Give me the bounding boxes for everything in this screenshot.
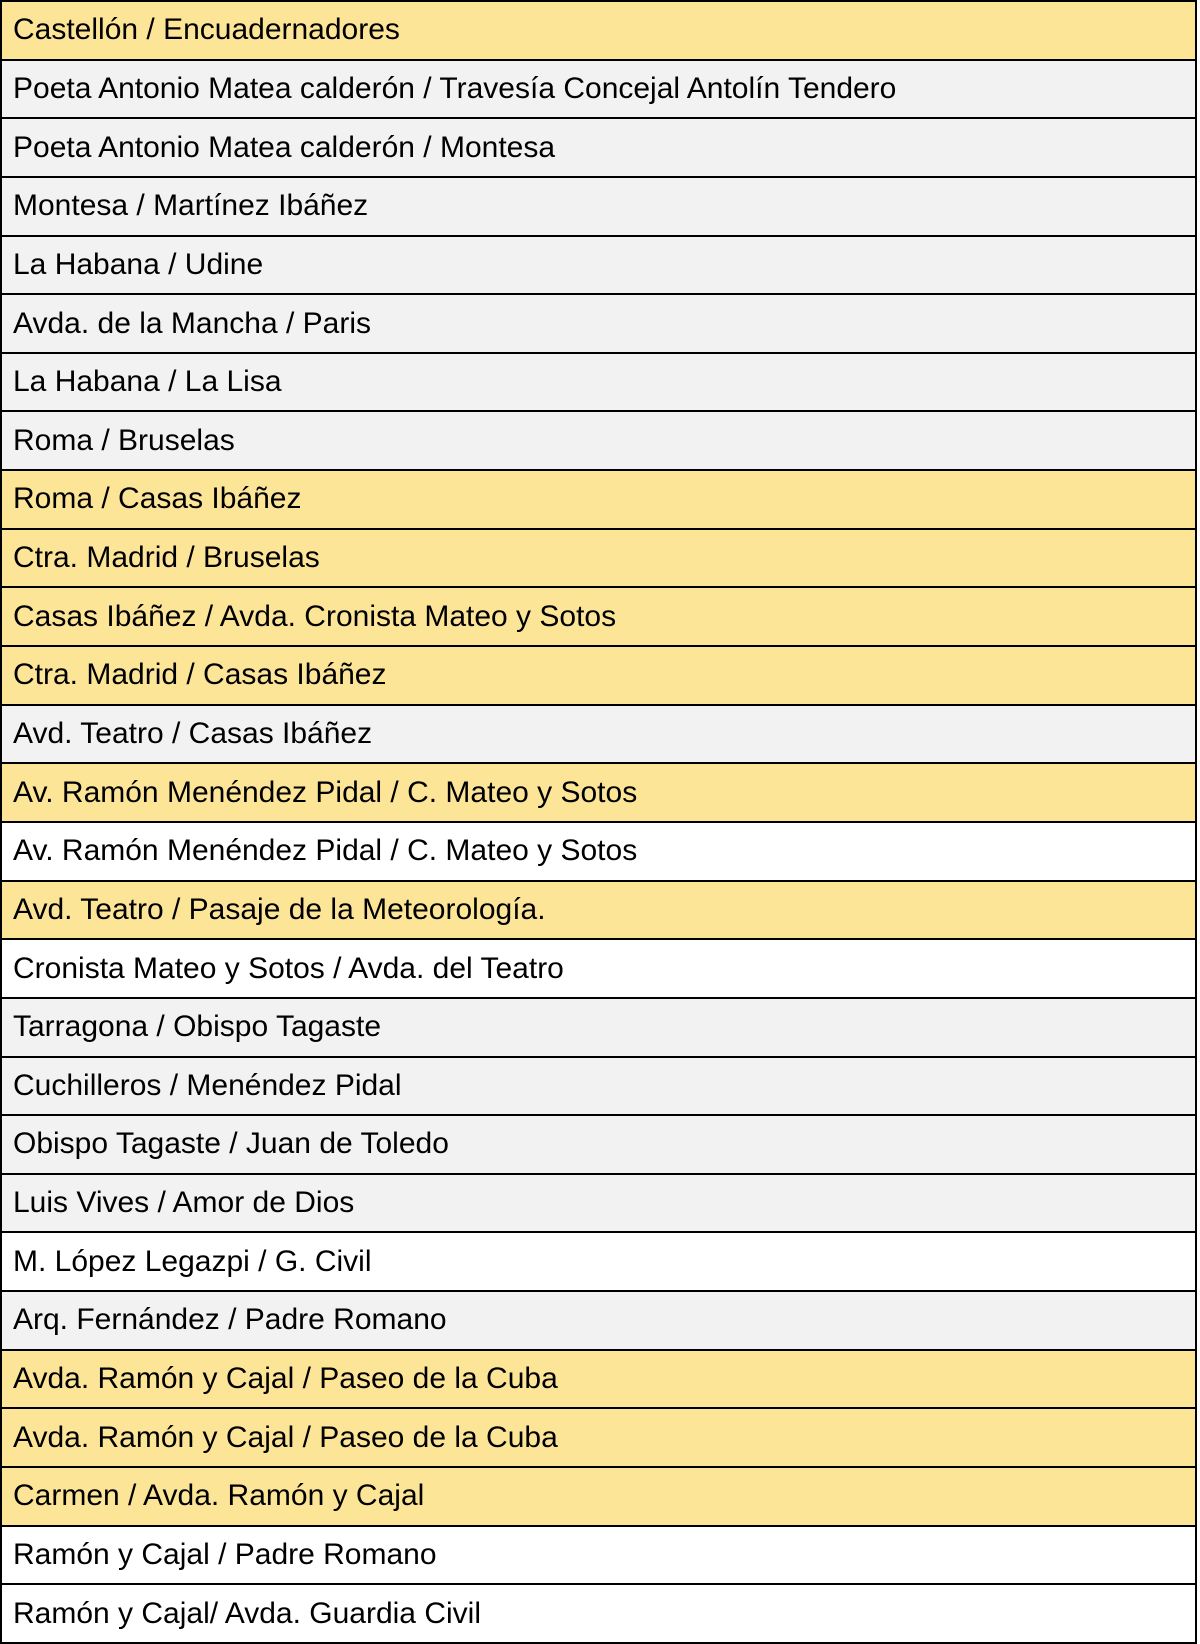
table-row: Avd. Teatro / Pasaje de la Meteorología. [2, 882, 1195, 941]
table-row: Luis Vives / Amor de Dios [2, 1175, 1195, 1234]
table-row: Av. Ramón Menéndez Pidal / C. Mateo y Sotos [2, 764, 1195, 823]
table-row: M. López Legazpi / G. Civil [2, 1233, 1195, 1292]
table-row: Carmen / Avda. Ramón y Cajal [2, 1468, 1195, 1527]
table-row: Roma / Bruselas [2, 412, 1195, 471]
table-row: Avda. Ramón y Cajal / Paseo de la Cuba [2, 1409, 1195, 1468]
table-row: Arq. Fernández / Padre Romano [2, 1292, 1195, 1351]
table-row: Ctra. Madrid / Casas Ibáñez [2, 647, 1195, 706]
table-row: Poeta Antonio Matea calderón / Montesa [2, 119, 1195, 178]
table-row: Poeta Antonio Matea calderón / Travesía Concejal Antolín Tendero [2, 61, 1195, 120]
table-row: Avda. de la Mancha / Paris [2, 295, 1195, 354]
table-row: Castellón / Encuadernadores [2, 2, 1195, 61]
table-row: Cuchilleros / Menéndez Pidal [2, 1058, 1195, 1117]
table-row: Ramón y Cajal/ Avda. Guardia Civil [2, 1585, 1195, 1644]
table-row: Ctra. Madrid / Bruselas [2, 530, 1195, 589]
table-row: Obispo Tagaste / Juan de Toledo [2, 1116, 1195, 1175]
table-row: Avd. Teatro / Casas Ibáñez [2, 706, 1195, 765]
table-row: La Habana / Udine [2, 237, 1195, 296]
table-row: Roma / Casas Ibáñez [2, 471, 1195, 530]
table-row: Ramón y Cajal / Padre Romano [2, 1527, 1195, 1586]
table-row: Av. Ramón Menéndez Pidal / C. Mateo y Sotos [2, 823, 1195, 882]
table-row: Cronista Mateo y Sotos / Avda. del Teatro [2, 940, 1195, 999]
table-row: Avda. Ramón y Cajal / Paseo de la Cuba [2, 1351, 1195, 1410]
table-row: Montesa / Martínez Ibáñez [2, 178, 1195, 237]
table-row: Tarragona / Obispo Tagaste [2, 999, 1195, 1058]
table-row: Casas Ibáñez / Avda. Cronista Mateo y Sotos [2, 588, 1195, 647]
table-row: La Habana / La Lisa [2, 354, 1195, 413]
